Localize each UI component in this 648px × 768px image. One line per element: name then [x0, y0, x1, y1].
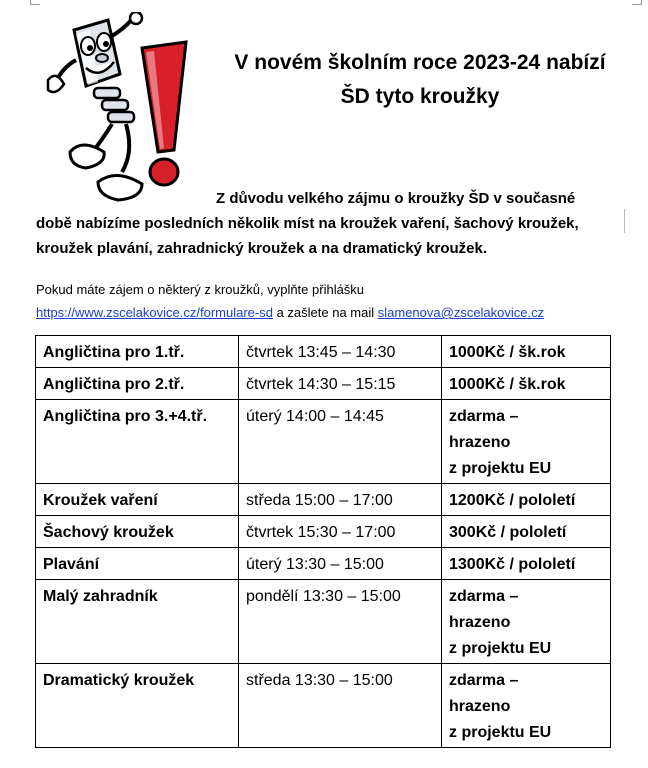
- club-name: Kroužek vaření: [36, 484, 239, 516]
- cartoon-mascot-with-exclamation-mark-icon: [46, 12, 196, 202]
- intro-line-3: kroužek plavání, zahradnický kroužek a na dramatický kroužek.: [36, 240, 488, 257]
- club-name: Dramatický kroužek: [36, 664, 239, 748]
- table-row: [36, 580, 611, 664]
- club-price-line: zdarma –: [449, 408, 519, 425]
- contact-middle-text: a zašlete na mail: [272, 305, 378, 320]
- club-time: úterý 14:00 – 14:45: [239, 400, 442, 484]
- club-price-line: hrazeno: [449, 434, 511, 451]
- contact-line-2: [36, 301, 636, 324]
- table-row: [36, 548, 611, 580]
- club-price-line: 300Kč / pololetí: [449, 524, 567, 541]
- club-price: [442, 484, 611, 516]
- table-row: [36, 336, 611, 368]
- page-title-line-2: ŠD tyto kroužky: [340, 85, 500, 108]
- table-row: [36, 516, 611, 548]
- club-price-line: 1300Kč / pololetí: [449, 556, 576, 573]
- table-row: [36, 368, 611, 400]
- club-price-line: z projektu EU: [449, 724, 552, 741]
- club-price: [442, 336, 611, 368]
- table-row: [36, 400, 611, 484]
- table-row: [36, 484, 611, 516]
- club-price: [442, 548, 611, 580]
- club-time: čtvrtek 15:30 – 17:00: [239, 516, 442, 548]
- club-time: středa 13:30 – 15:00: [239, 664, 442, 748]
- club-price-line: hrazeno: [449, 614, 511, 631]
- club-price-line: zdarma –: [449, 672, 519, 689]
- application-form-link[interactable]: https://www.zscelakovice.cz/formulare-sd: [36, 305, 273, 320]
- club-price-line: z projektu EU: [449, 460, 552, 477]
- contact-paragraph: [36, 278, 636, 324]
- page-corner-marks: [0, 0, 648, 6]
- club-time: čtvrtek 13:45 – 14:30: [239, 336, 442, 368]
- club-price: [442, 368, 611, 400]
- club-price-line: 1200Kč / pololetí: [449, 492, 576, 509]
- club-name: Malý zahradník: [36, 580, 239, 664]
- club-time: úterý 13:30 – 15:00: [239, 548, 442, 580]
- club-price-line: hrazeno: [449, 698, 511, 715]
- page-corner-mark-right: [632, 0, 642, 5]
- club-price-line: z projektu EU: [449, 640, 552, 657]
- club-name: Angličtina pro 1.tř.: [36, 336, 239, 368]
- club-time: čtvrtek 14:30 – 15:15: [239, 368, 442, 400]
- club-name: Angličtina pro 3.+4.tř.: [36, 400, 239, 484]
- clubs-table: [35, 335, 611, 748]
- page-corner-mark-left: [30, 0, 40, 5]
- page-title: [205, 46, 635, 114]
- club-price: [442, 580, 611, 664]
- email-link[interactable]: slamenova@zscelakovice.cz: [377, 305, 545, 320]
- club-price-line: 1000Kč / šk.rok: [449, 376, 566, 393]
- club-price: [442, 400, 611, 484]
- page-title-line-1: V novém školním roce 2023-24 nabízí: [234, 51, 606, 74]
- club-name: Angličtina pro 2.tř.: [36, 368, 239, 400]
- table-row: [36, 664, 611, 748]
- club-price-line: zdarma –: [449, 588, 519, 605]
- club-time: pondělí 13:30 – 15:00: [239, 580, 442, 664]
- intro-line-1: Z důvodu velkého zájmu o kroužky ŠD v současné: [216, 190, 576, 207]
- club-price: [442, 516, 611, 548]
- contact-line-1: Pokud máte zájem o některý z kroužků, vyplňte přihlášku: [36, 282, 365, 297]
- club-price-line: 1000Kč / šk.rok: [449, 344, 566, 361]
- club-price: [442, 664, 611, 748]
- intro-paragraph: [36, 186, 636, 261]
- intro-line-2: době nabízíme posledních několik míst na kroužek vaření, šachový kroužek,: [36, 215, 579, 232]
- club-name: Plavání: [36, 548, 239, 580]
- club-time: středa 15:00 – 17:00: [239, 484, 442, 516]
- club-name: Šachový kroužek: [36, 516, 239, 548]
- text-cursor: [624, 209, 625, 233]
